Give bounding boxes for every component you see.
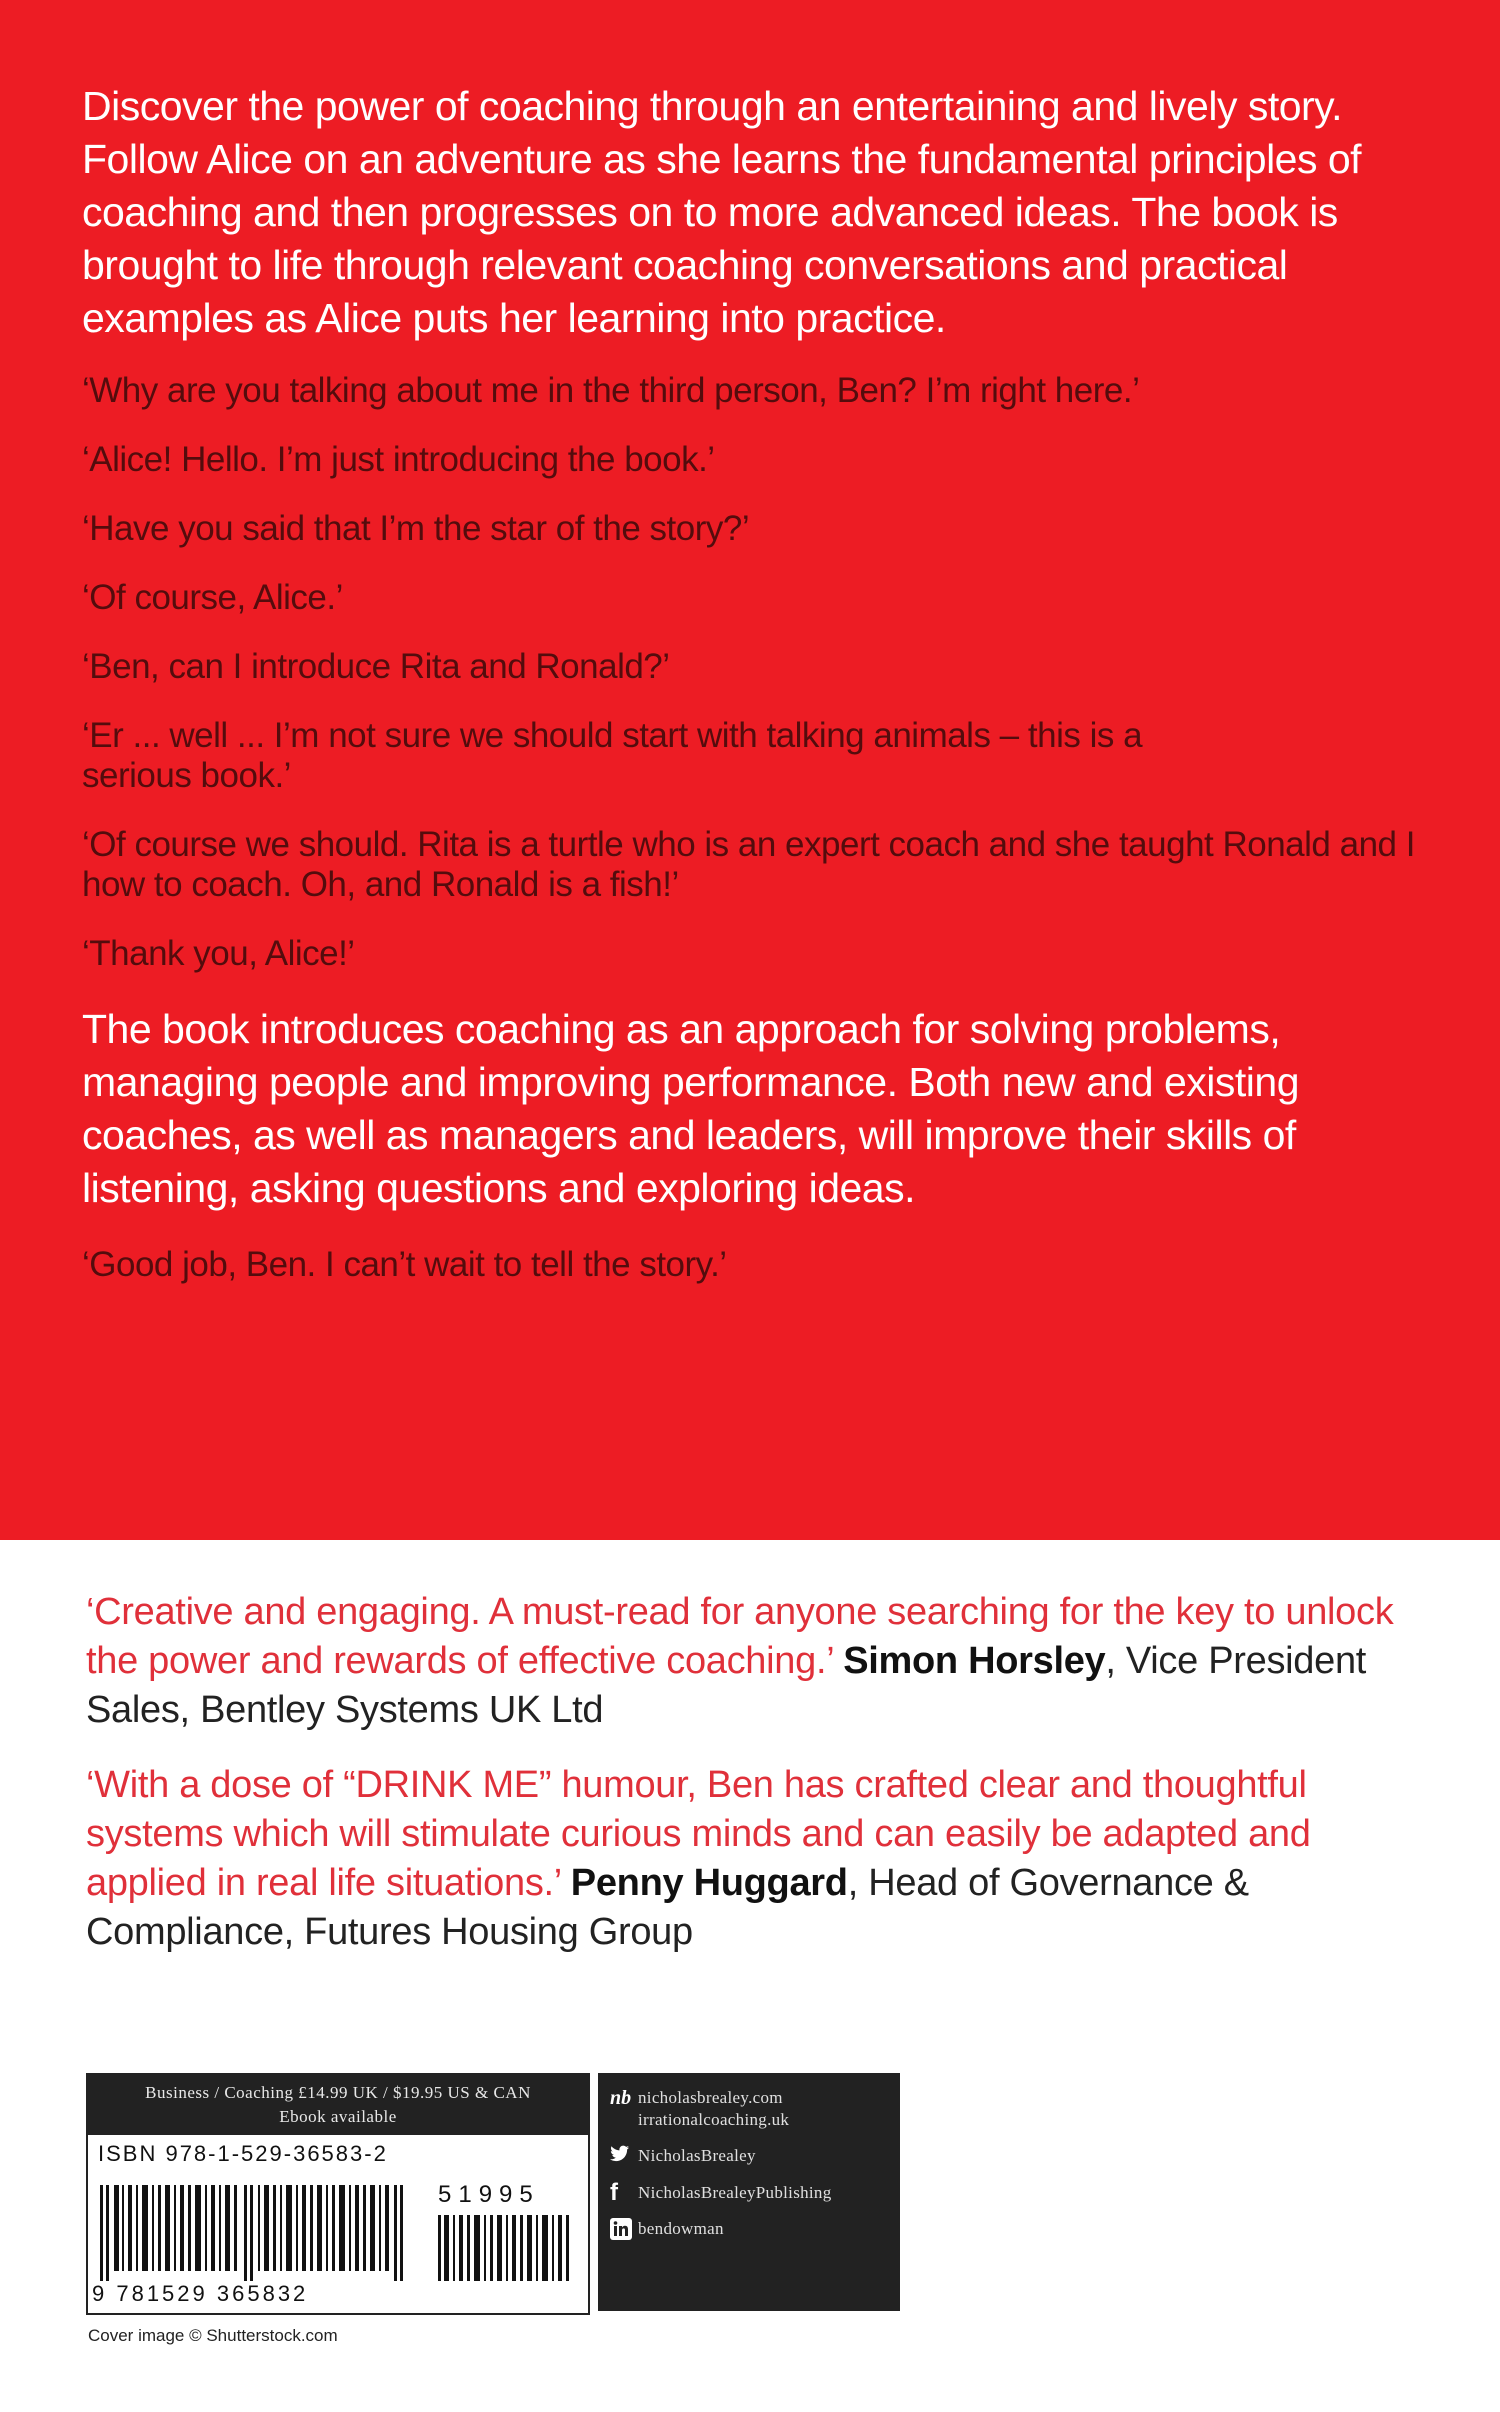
price-line: Business / Coaching £14.99 UK / $19.95 US & CAN [145,2083,531,2102]
endorsement-name: Penny Huggard [570,1862,848,1904]
dialogue-line: ‘Er ... well ... I’m not sure we should start with talking animals – this is a serious book.’ [82,716,1143,795]
dialogue-line: ‘Ben, can I introduce Rita and Ronald?’ [82,647,670,686]
ebook-line: Ebook available [279,2107,397,2126]
website-link-2[interactable]: irrationalcoaching.uk [638,2110,790,2129]
addon-digits: 51995 [438,2181,540,2208]
twitter-handle[interactable]: NicholasBrealey [638,2146,756,2165]
endorsement [86,1588,1426,1735]
endorsement [86,1761,1346,1957]
linkedin-row [610,2218,900,2245]
facebook-icon: f [610,2179,618,2206]
publisher-contacts [598,2073,900,2311]
blurb-intro: Discover the power of coaching through an entertaining and lively story. Follow Alice on an adventure as she learns the fundamental principles of coaching and then progresses on to more advanced ideas. The book is brought to life through relevant coaching conversations and practical examples as Alice puts her learning into practice. [82,83,1362,341]
twitter-row [610,2145,900,2168]
dialogue-line: ‘Have you said that I’m the star of the story?’ [82,509,750,548]
endorsement-name: Simon Horsley [843,1640,1106,1682]
endorsement-role: , Head of Governance & Compliance, Futures Housing Group [86,1862,1249,1953]
facebook-row [610,2179,900,2206]
twitter-icon [610,2145,638,2168]
endorsement-role: , Vice President Sales, Bentley Systems UK Ltd [86,1640,1367,1731]
dialogue-line: ‘Of course, Alice.’ [82,578,343,617]
dialogue-line: ‘Thank you, Alice!’ [82,934,355,973]
dialogue-line: ‘Alice! Hello. I’m just introducing the book.’ [82,440,715,479]
blurb-summary: The book introduces coaching as an approach for solving problems, managing people and improving performance. Both new and existing coaches, as well as managers and leaders, will improve their skills of listening, asking questions and exploring ideas. [82,1006,1299,1211]
price-strip [88,2075,588,2135]
ean-barcode [98,2185,408,2281]
dialogue-closing: ‘Good job, Ben. I can’t wait to tell the story.’ [82,1245,727,1284]
addon-barcode [436,2215,576,2281]
blurb [82,80,1422,1314]
dialogue-line: ‘Of course we should. Rita is a turtle who is an expert coach and she taught Ronald and I how to coach. Oh, and Ronald is a fish!’ [82,825,1415,904]
endorsement-text: ‘With a dose of “DRINK ME” humour, Ben has crafted clear and thoughtful systems which will stimulate curious minds and can easily be adapted and applied in real life situations.’ [86,1764,1311,1904]
endorsements [86,1588,1426,1983]
facebook-page[interactable]: NicholasBrealeyPublishing [638,2183,832,2202]
website-link[interactable]: nicholasbrealey.com [638,2088,783,2107]
barcode-box [86,2073,590,2315]
website-row [610,2087,900,2131]
linkedin-icon [610,2218,638,2245]
publisher-logo: nb [610,2087,632,2109]
cover-image-credit: Cover image © Shutterstock.com [88,2326,338,2345]
dialogue-line: ‘Why are you talking about me in the third person, Ben? I’m right here.’ [82,371,1140,410]
isbn-label: ISBN 978-1-529-36583-2 [98,2141,388,2166]
endorsement-text: ‘Creative and engaging. A must-read for anyone searching for the key to unlock the power and rewards of effective coaching.’ [86,1591,1394,1682]
linkedin-handle[interactable]: bendowman [638,2219,724,2238]
ean-digits: 9 781529 365832 [92,2281,309,2306]
